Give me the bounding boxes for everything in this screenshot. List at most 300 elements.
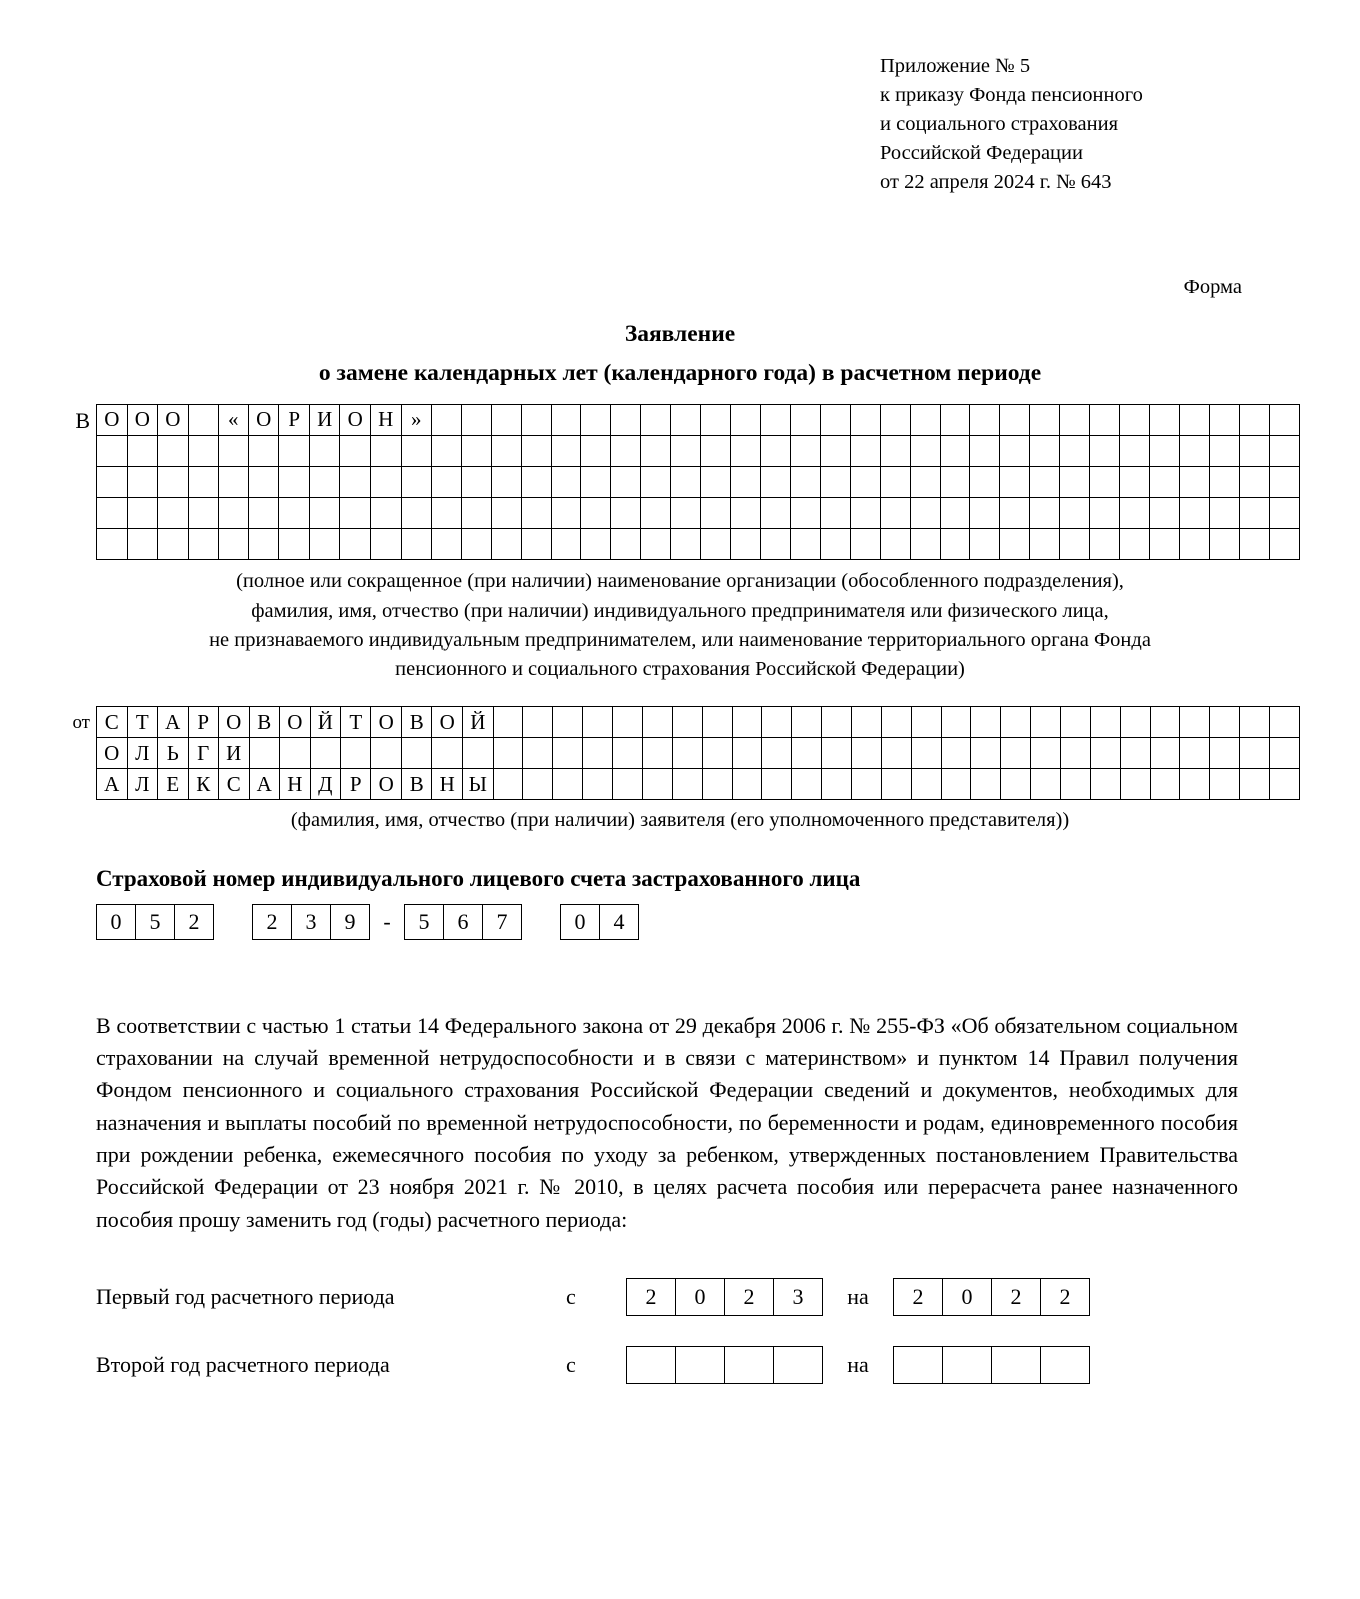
grid-cell[interactable]: [158, 529, 189, 560]
grid-cell[interactable]: [761, 498, 791, 529]
grid-cell[interactable]: [188, 498, 218, 529]
grid-cell[interactable]: [1239, 435, 1269, 466]
grid-cell[interactable]: [279, 435, 309, 466]
grid-cell[interactable]: [1269, 466, 1299, 497]
grid-cell[interactable]: [97, 466, 128, 497]
grid-cell[interactable]: О: [127, 404, 158, 435]
grid-cell[interactable]: [611, 466, 641, 497]
grid-cell[interactable]: [1179, 435, 1209, 466]
grid-cell[interactable]: [1031, 769, 1061, 800]
grid-cell[interactable]: [701, 498, 731, 529]
grid-cell[interactable]: [188, 435, 218, 466]
grid-cell[interactable]: [1240, 738, 1270, 769]
grid-cell[interactable]: [1001, 706, 1031, 737]
grid-cell[interactable]: [127, 466, 158, 497]
grid-cell[interactable]: [1090, 435, 1120, 466]
grid-cell[interactable]: [248, 435, 279, 466]
grid-cell[interactable]: 7: [483, 904, 522, 939]
grid-cell[interactable]: [1001, 769, 1031, 800]
grid-cell[interactable]: [1030, 435, 1060, 466]
grid-cell[interactable]: О: [371, 769, 402, 800]
grid-cell[interactable]: [851, 738, 881, 769]
grid-cell[interactable]: 0: [676, 1278, 725, 1315]
grid-cell[interactable]: [1209, 498, 1239, 529]
grid-cell[interactable]: [551, 529, 581, 560]
grid-cell[interactable]: [188, 529, 218, 560]
grid-cell[interactable]: [881, 706, 911, 737]
grid-cell[interactable]: [1179, 404, 1209, 435]
grid-cell[interactable]: Г: [188, 738, 218, 769]
grid-cell[interactable]: [188, 466, 218, 497]
grid-cell[interactable]: [940, 466, 970, 497]
applicant-grid[interactable]: [96, 706, 1300, 801]
grid-cell[interactable]: [642, 769, 672, 800]
snils-group-2[interactable]: [252, 904, 370, 940]
grid-cell[interactable]: [493, 706, 523, 737]
grid-cell[interactable]: [880, 498, 910, 529]
grid-cell[interactable]: [340, 435, 371, 466]
grid-cell[interactable]: [880, 466, 910, 497]
grid-cell[interactable]: [1060, 529, 1090, 560]
grid-cell[interactable]: [1150, 738, 1180, 769]
grid-cell[interactable]: [641, 498, 671, 529]
grid-cell[interactable]: [820, 498, 850, 529]
grid-cell[interactable]: [127, 529, 158, 560]
grid-cell[interactable]: [671, 404, 701, 435]
grid-cell[interactable]: 5: [136, 904, 175, 939]
grid-cell[interactable]: [1000, 404, 1030, 435]
grid-cell[interactable]: [1179, 498, 1209, 529]
grid-cell[interactable]: [1120, 466, 1150, 497]
grid-cell[interactable]: [701, 466, 731, 497]
grid-cell[interactable]: И: [218, 738, 249, 769]
grid-cell[interactable]: [792, 769, 822, 800]
grid-cell[interactable]: [970, 529, 1000, 560]
grid-cell[interactable]: [880, 529, 910, 560]
grid-cell[interactable]: О: [97, 738, 128, 769]
grid-cell[interactable]: [1240, 769, 1270, 800]
grid-cell[interactable]: А: [158, 706, 189, 737]
grid-cell[interactable]: [1179, 529, 1209, 560]
grid-cell[interactable]: 9: [331, 904, 370, 939]
grid-cell[interactable]: [1090, 706, 1120, 737]
grid-cell[interactable]: Ы: [462, 769, 493, 800]
grid-cell[interactable]: [309, 435, 340, 466]
grid-cell[interactable]: Н: [432, 769, 463, 800]
grid-cell[interactable]: [1030, 404, 1060, 435]
grid-cell[interactable]: Р: [341, 769, 371, 800]
grid-cell[interactable]: О: [371, 706, 402, 737]
grid-cell[interactable]: [702, 738, 732, 769]
grid-cell[interactable]: [158, 498, 189, 529]
grid-cell[interactable]: [790, 404, 820, 435]
grid-cell[interactable]: [731, 498, 761, 529]
grid-cell[interactable]: [970, 466, 1000, 497]
grid-cell[interactable]: О: [432, 706, 463, 737]
grid-cell[interactable]: [521, 529, 551, 560]
grid-cell[interactable]: [248, 529, 279, 560]
grid-cell[interactable]: [731, 435, 761, 466]
grid-cell[interactable]: [1269, 769, 1299, 800]
grid-cell[interactable]: [1120, 404, 1150, 435]
grid-cell[interactable]: [1120, 529, 1150, 560]
grid-cell[interactable]: [461, 435, 491, 466]
grid-cell[interactable]: [1000, 466, 1030, 497]
grid-cell[interactable]: [1090, 498, 1120, 529]
grid-cell[interactable]: [401, 738, 431, 769]
grid-cell[interactable]: [493, 738, 523, 769]
grid-cell[interactable]: [672, 738, 702, 769]
grid-cell[interactable]: [762, 738, 792, 769]
grid-cell[interactable]: [1090, 738, 1120, 769]
grid-cell[interactable]: 5: [405, 904, 444, 939]
grid-cell[interactable]: [1150, 404, 1180, 435]
grid-cell[interactable]: [551, 466, 581, 497]
grid-cell[interactable]: [1090, 404, 1120, 435]
grid-cell[interactable]: [1150, 498, 1180, 529]
grid-cell[interactable]: [1180, 769, 1210, 800]
grid-cell[interactable]: [370, 435, 401, 466]
grid-cell[interactable]: [1210, 706, 1240, 737]
grid-cell[interactable]: [523, 769, 553, 800]
grid-cell[interactable]: [1060, 466, 1090, 497]
snils-group-1[interactable]: [96, 904, 214, 940]
grid-cell[interactable]: [461, 529, 491, 560]
grid-cell[interactable]: [850, 498, 880, 529]
grid-cell[interactable]: [1030, 466, 1060, 497]
grid-cell[interactable]: [732, 706, 762, 737]
grid-cell[interactable]: [880, 404, 910, 435]
grid-cell[interactable]: [401, 435, 431, 466]
grid-cell[interactable]: [521, 404, 551, 435]
grid-cell[interactable]: [642, 738, 672, 769]
grid-cell[interactable]: [581, 466, 611, 497]
grid-cell[interactable]: [1239, 404, 1269, 435]
grid-cell[interactable]: [1000, 435, 1030, 466]
grid-cell[interactable]: Т: [341, 706, 371, 737]
grid-cell[interactable]: [432, 738, 463, 769]
grid-cell[interactable]: [894, 1346, 943, 1383]
first-year-to-grid[interactable]: [893, 1278, 1090, 1316]
grid-cell[interactable]: [792, 706, 822, 737]
grid-cell[interactable]: Й: [310, 706, 341, 737]
grid-cell[interactable]: [941, 738, 971, 769]
grid-cell[interactable]: [820, 404, 850, 435]
grid-cell[interactable]: [911, 738, 941, 769]
grid-cell[interactable]: [671, 466, 701, 497]
first-year-from-grid[interactable]: [626, 1278, 823, 1316]
grid-cell[interactable]: [672, 706, 702, 737]
grid-cell[interactable]: [1030, 498, 1060, 529]
grid-cell[interactable]: [97, 435, 128, 466]
grid-cell[interactable]: [218, 498, 248, 529]
grid-cell[interactable]: 3: [774, 1278, 823, 1315]
grid-cell[interactable]: [551, 435, 581, 466]
grid-cell[interactable]: [611, 498, 641, 529]
grid-cell[interactable]: [790, 529, 820, 560]
second-year-from-grid[interactable]: [626, 1346, 823, 1384]
grid-cell[interactable]: [792, 738, 822, 769]
grid-cell[interactable]: [731, 404, 761, 435]
grid-cell[interactable]: [910, 466, 940, 497]
grid-cell[interactable]: [1060, 769, 1090, 800]
grid-cell[interactable]: [401, 466, 431, 497]
grid-cell[interactable]: [940, 404, 970, 435]
grid-cell[interactable]: [910, 529, 940, 560]
grid-cell[interactable]: И: [309, 404, 340, 435]
grid-cell[interactable]: [493, 769, 523, 800]
grid-cell[interactable]: [910, 435, 940, 466]
grid-cell[interactable]: [790, 435, 820, 466]
grid-cell[interactable]: 2: [992, 1278, 1041, 1315]
grid-cell[interactable]: О: [248, 404, 279, 435]
grid-cell[interactable]: [851, 706, 881, 737]
grid-cell[interactable]: [1090, 466, 1120, 497]
grid-cell[interactable]: С: [218, 769, 249, 800]
grid-cell[interactable]: [461, 498, 491, 529]
grid-cell[interactable]: [553, 738, 583, 769]
grid-cell[interactable]: [762, 706, 792, 737]
grid-cell[interactable]: [911, 769, 941, 800]
grid-cell[interactable]: [1180, 706, 1210, 737]
grid-cell[interactable]: [581, 529, 611, 560]
grid-cell[interactable]: [491, 404, 521, 435]
grid-cell[interactable]: [1180, 738, 1210, 769]
grid-cell[interactable]: «: [218, 404, 248, 435]
grid-cell[interactable]: [248, 498, 279, 529]
grid-cell[interactable]: [820, 529, 850, 560]
grid-cell[interactable]: [218, 435, 248, 466]
grid-cell[interactable]: [1030, 529, 1060, 560]
grid-cell[interactable]: [702, 706, 732, 737]
grid-cell[interactable]: О: [218, 706, 249, 737]
grid-cell[interactable]: [218, 529, 248, 560]
grid-cell[interactable]: [1150, 706, 1180, 737]
grid-cell[interactable]: [491, 529, 521, 560]
grid-cell[interactable]: Ь: [158, 738, 189, 769]
grid-cell[interactable]: [1239, 498, 1269, 529]
grid-cell[interactable]: [309, 498, 340, 529]
grid-cell[interactable]: [761, 404, 791, 435]
grid-cell[interactable]: [1120, 706, 1150, 737]
grid-cell[interactable]: [1209, 466, 1239, 497]
grid-cell[interactable]: [583, 706, 613, 737]
snils-group-3[interactable]: [404, 904, 522, 940]
grid-cell[interactable]: [943, 1346, 992, 1383]
grid-cell[interactable]: [731, 529, 761, 560]
grid-cell[interactable]: [248, 466, 279, 497]
grid-cell[interactable]: [822, 769, 852, 800]
grid-cell[interactable]: Л: [127, 769, 157, 800]
grid-cell[interactable]: [761, 435, 791, 466]
grid-cell[interactable]: [701, 404, 731, 435]
grid-cell[interactable]: [1179, 466, 1209, 497]
grid-cell[interactable]: [1269, 435, 1299, 466]
grid-cell[interactable]: [521, 435, 551, 466]
grid-cell[interactable]: 2: [1041, 1278, 1090, 1315]
grid-cell[interactable]: [431, 466, 461, 497]
grid-cell[interactable]: [583, 769, 613, 800]
grid-cell[interactable]: [1060, 706, 1090, 737]
grid-cell[interactable]: [127, 435, 158, 466]
grid-cell[interactable]: 6: [444, 904, 483, 939]
grid-cell[interactable]: [581, 498, 611, 529]
grid-cell[interactable]: [970, 498, 1000, 529]
grid-cell[interactable]: [581, 404, 611, 435]
grid-cell[interactable]: Р: [279, 404, 309, 435]
grid-cell[interactable]: [340, 529, 371, 560]
grid-cell[interactable]: [97, 498, 128, 529]
grid-cell[interactable]: [1150, 529, 1180, 560]
grid-cell[interactable]: [521, 466, 551, 497]
grid-cell[interactable]: [1209, 404, 1239, 435]
grid-cell[interactable]: [940, 529, 970, 560]
grid-cell[interactable]: [1239, 529, 1269, 560]
grid-cell[interactable]: Т: [127, 706, 157, 737]
grid-cell[interactable]: [1269, 738, 1299, 769]
grid-cell[interactable]: [461, 466, 491, 497]
snils-group-4[interactable]: [560, 904, 639, 940]
grid-cell[interactable]: В: [249, 706, 280, 737]
grid-cell[interactable]: [1210, 738, 1240, 769]
grid-cell[interactable]: [992, 1346, 1041, 1383]
grid-cell[interactable]: [341, 738, 371, 769]
grid-cell[interactable]: [701, 529, 731, 560]
grid-cell[interactable]: [431, 404, 461, 435]
grid-cell[interactable]: [1269, 498, 1299, 529]
grid-cell[interactable]: [820, 466, 850, 497]
grid-cell[interactable]: [971, 738, 1001, 769]
grid-cell[interactable]: [583, 738, 613, 769]
grid-cell[interactable]: 2: [627, 1278, 676, 1315]
grid-cell[interactable]: [431, 435, 461, 466]
grid-cell[interactable]: Е: [158, 769, 189, 800]
grid-cell[interactable]: А: [249, 769, 280, 800]
grid-cell[interactable]: Р: [188, 706, 218, 737]
grid-cell[interactable]: [790, 498, 820, 529]
grid-cell[interactable]: [676, 1346, 725, 1383]
grid-cell[interactable]: [762, 769, 792, 800]
grid-cell[interactable]: [370, 529, 401, 560]
grid-cell[interactable]: [1120, 498, 1150, 529]
grid-cell[interactable]: [701, 435, 731, 466]
grid-cell[interactable]: [613, 738, 643, 769]
grid-cell[interactable]: [371, 738, 402, 769]
grid-cell[interactable]: [851, 769, 881, 800]
grid-cell[interactable]: [790, 466, 820, 497]
grid-cell[interactable]: [850, 466, 880, 497]
grid-cell[interactable]: [774, 1346, 823, 1383]
grid-cell[interactable]: [1269, 404, 1299, 435]
grid-cell[interactable]: [1090, 529, 1120, 560]
grid-cell[interactable]: [1060, 738, 1090, 769]
grid-cell[interactable]: [491, 435, 521, 466]
grid-cell[interactable]: [1209, 435, 1239, 466]
grid-cell[interactable]: О: [97, 404, 128, 435]
grid-cell[interactable]: [732, 738, 762, 769]
grid-cell[interactable]: [641, 529, 671, 560]
grid-cell[interactable]: 2: [253, 904, 292, 939]
grid-cell[interactable]: [1060, 404, 1090, 435]
grid-cell[interactable]: [97, 529, 128, 560]
grid-cell[interactable]: [820, 435, 850, 466]
grid-cell[interactable]: [671, 529, 701, 560]
grid-cell[interactable]: [310, 738, 341, 769]
grid-cell[interactable]: [613, 706, 643, 737]
grid-cell[interactable]: [642, 706, 672, 737]
grid-cell[interactable]: О: [280, 706, 311, 737]
grid-cell[interactable]: [551, 498, 581, 529]
grid-cell[interactable]: 0: [943, 1278, 992, 1315]
grid-cell[interactable]: [910, 498, 940, 529]
grid-cell[interactable]: [218, 466, 248, 497]
grid-cell[interactable]: [1060, 498, 1090, 529]
grid-cell[interactable]: [523, 738, 553, 769]
grid-cell[interactable]: [553, 706, 583, 737]
grid-cell[interactable]: [1120, 435, 1150, 466]
grid-cell[interactable]: [553, 769, 583, 800]
grid-cell[interactable]: [1209, 529, 1239, 560]
grid-cell[interactable]: »: [401, 404, 431, 435]
grid-cell[interactable]: Н: [280, 769, 311, 800]
grid-cell[interactable]: [1000, 498, 1030, 529]
grid-cell[interactable]: [880, 435, 910, 466]
grid-cell[interactable]: В: [401, 769, 431, 800]
grid-cell[interactable]: [340, 466, 371, 497]
grid-cell[interactable]: [279, 466, 309, 497]
grid-cell[interactable]: [822, 738, 852, 769]
grid-cell[interactable]: [941, 769, 971, 800]
grid-cell[interactable]: [521, 498, 551, 529]
grid-cell[interactable]: [627, 1346, 676, 1383]
grid-cell[interactable]: [732, 769, 762, 800]
grid-cell[interactable]: [881, 769, 911, 800]
grid-cell[interactable]: 0: [97, 904, 136, 939]
grid-cell[interactable]: [158, 466, 189, 497]
grid-cell[interactable]: [671, 498, 701, 529]
grid-cell[interactable]: [1269, 529, 1299, 560]
grid-cell[interactable]: [309, 529, 340, 560]
grid-cell[interactable]: [461, 404, 491, 435]
grid-cell[interactable]: [1120, 769, 1150, 800]
grid-cell[interactable]: [1210, 769, 1240, 800]
grid-cell[interactable]: [280, 738, 311, 769]
grid-cell[interactable]: [401, 498, 431, 529]
grid-cell[interactable]: [971, 769, 1001, 800]
grid-cell[interactable]: А: [97, 769, 128, 800]
grid-cell[interactable]: [881, 738, 911, 769]
grid-cell[interactable]: [551, 404, 581, 435]
grid-cell[interactable]: Й: [462, 706, 493, 737]
grid-cell[interactable]: [523, 706, 553, 737]
grid-cell[interactable]: [850, 435, 880, 466]
grid-cell[interactable]: [581, 435, 611, 466]
grid-cell[interactable]: [731, 466, 761, 497]
grid-cell[interactable]: Д: [310, 769, 341, 800]
grid-cell[interactable]: [611, 435, 641, 466]
grid-cell[interactable]: [971, 706, 1001, 737]
grid-cell[interactable]: 2: [175, 904, 214, 939]
grid-cell[interactable]: [370, 498, 401, 529]
grid-cell[interactable]: [911, 706, 941, 737]
grid-cell[interactable]: [1150, 435, 1180, 466]
grid-cell[interactable]: [850, 404, 880, 435]
grid-cell[interactable]: [249, 738, 280, 769]
grid-cell[interactable]: [1240, 706, 1270, 737]
grid-cell[interactable]: [1150, 466, 1180, 497]
grid-cell[interactable]: [431, 498, 461, 529]
grid-cell[interactable]: К: [188, 769, 218, 800]
